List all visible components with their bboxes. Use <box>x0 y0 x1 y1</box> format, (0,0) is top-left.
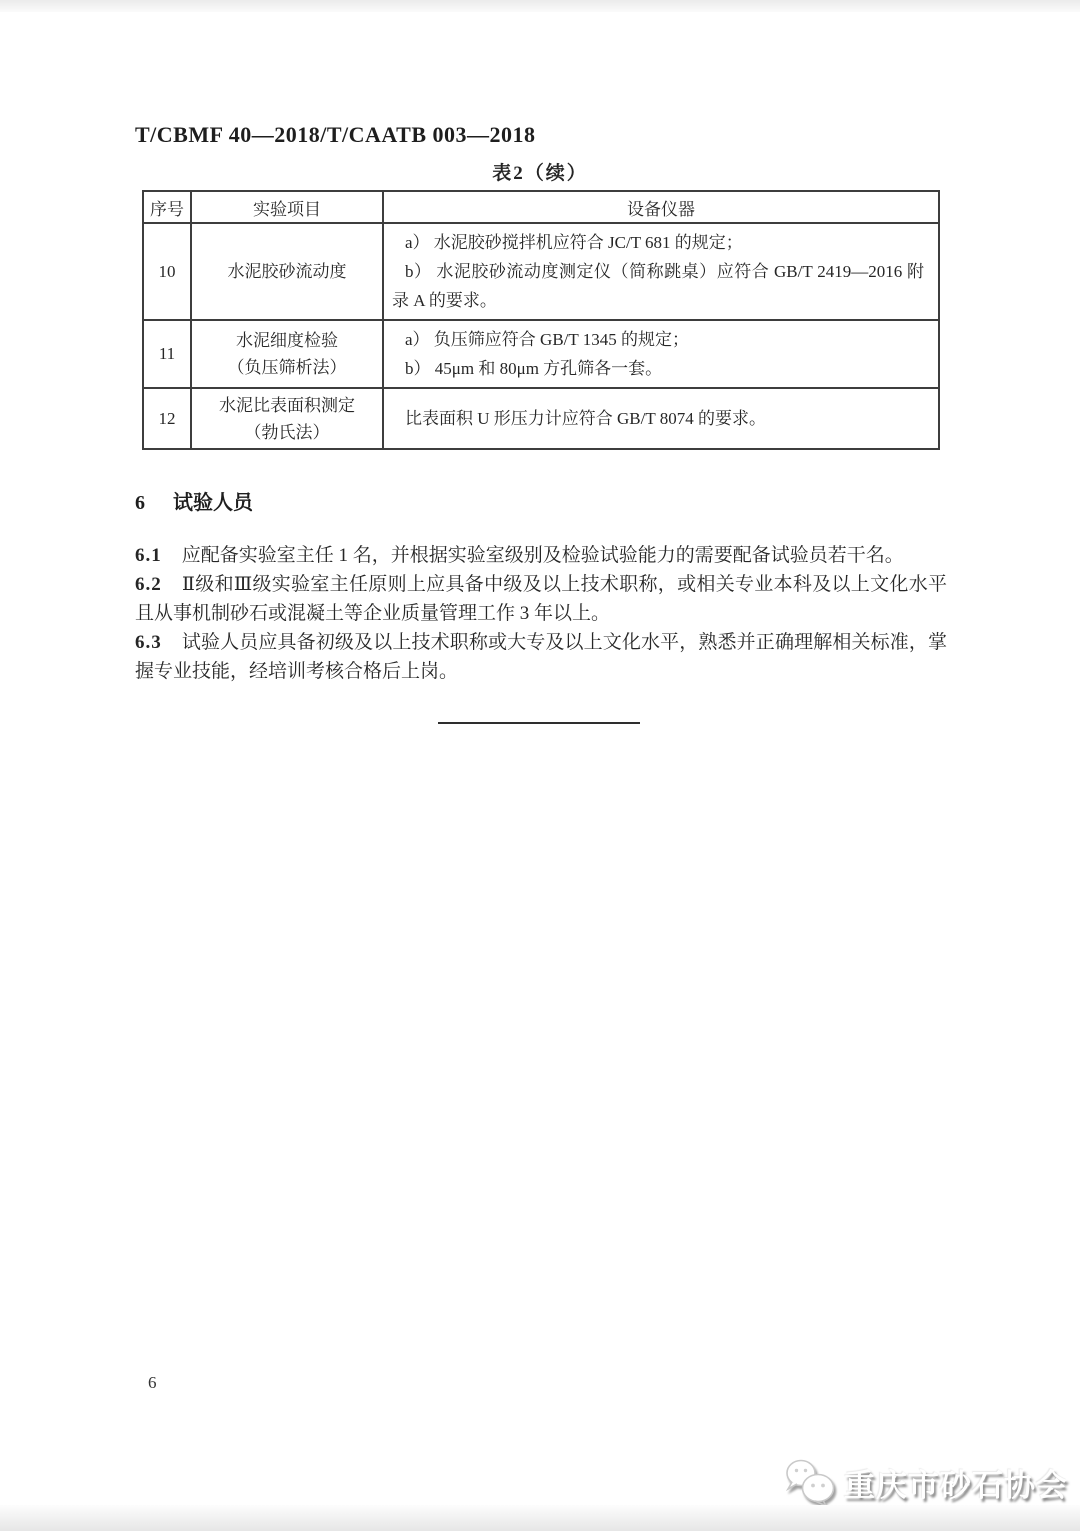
clause-number: 6.3 <box>135 632 162 653</box>
clause-number: 6.1 <box>135 545 162 566</box>
section-title: 试验人员 <box>173 492 253 514</box>
end-of-section-divider <box>438 722 640 724</box>
project-name: 水泥细度检验 <box>236 331 338 350</box>
clause-paragraph <box>135 570 947 628</box>
row-project <box>191 388 383 449</box>
standard-code-header: T/CBMF 40—2018/T/CAATB 003—2018 <box>135 122 536 147</box>
clause-paragraph <box>135 541 947 570</box>
table-row <box>143 388 939 449</box>
row-no: 12 <box>143 388 191 449</box>
clause-number: 6.2 <box>135 574 162 595</box>
table-row <box>143 223 939 320</box>
wechat-watermark <box>782 1456 1068 1508</box>
equipment-line: a） 水泥胶砂搅拌机应符合 JC/T 681 的规定； <box>405 233 743 252</box>
col-header-project: 实验项目 <box>191 191 383 223</box>
project-name: 水泥比表面积测定 <box>219 395 355 415</box>
col-header-no: 序号 <box>143 191 191 223</box>
clause-text: 应配备实验室主任 1 名，并根据实验室级别及检验试验能力的需要配备试验员若干名。 <box>181 545 904 566</box>
project-method: （勃氏法） <box>244 422 330 442</box>
watermark-text: 重庆市砂石协会 <box>844 1467 1068 1503</box>
clause-text: 试验人员应具备初级及以上技术职称或大专及以上文化水平，熟悉并正确理解相关标准，掌握专业技能，经培训考核合格后上岗。 <box>135 632 947 682</box>
table-header-row <box>143 191 939 223</box>
row-equipment <box>383 388 939 449</box>
project-name: 水泥胶砂流动度 <box>227 262 347 281</box>
row-project <box>191 320 383 388</box>
row-equipment <box>383 223 939 320</box>
equipment-line: b） 45μm 和 80μm 方孔筛各一套。 <box>405 359 663 378</box>
section-body <box>135 541 947 686</box>
clause-paragraph <box>135 628 947 686</box>
section-heading <box>135 486 253 515</box>
scan-bottom-strip <box>0 1505 1080 1531</box>
equipment-table <box>142 190 940 450</box>
section-number: 6 <box>135 492 145 514</box>
page-number: 6 <box>148 1373 157 1392</box>
row-project <box>191 223 383 320</box>
equipment-line: b） 水泥胶砂流动度测定仪（简称跳桌）应符合 GB/T 2419—2016 附录 A 的要求。 <box>392 262 924 310</box>
project-method: （负压筛析法） <box>227 358 347 377</box>
table-row <box>143 320 939 388</box>
equipment-line: a） 负压筛应符合 GB/T 1345 的规定； <box>405 330 689 349</box>
row-no: 10 <box>143 223 191 320</box>
equipment-line: 比表面积 U 形压力计应符合 GB/T 8074 的要求。 <box>405 409 766 428</box>
col-header-equipment: 设备仪器 <box>383 191 939 223</box>
wechat-bubbles-icon <box>782 1456 840 1508</box>
table-title: 表2（续） <box>492 163 588 184</box>
row-equipment <box>383 320 939 388</box>
row-no: 11 <box>143 320 191 388</box>
scan-top-strip <box>0 0 1080 12</box>
clause-text: Ⅱ级和Ⅲ级实验室主任原则上应具备中级及以上技术职称，或相关专业本科及以上文化水平且从事机制砂石或混凝土等企业质量管理工作 3 年以上。 <box>135 574 947 624</box>
